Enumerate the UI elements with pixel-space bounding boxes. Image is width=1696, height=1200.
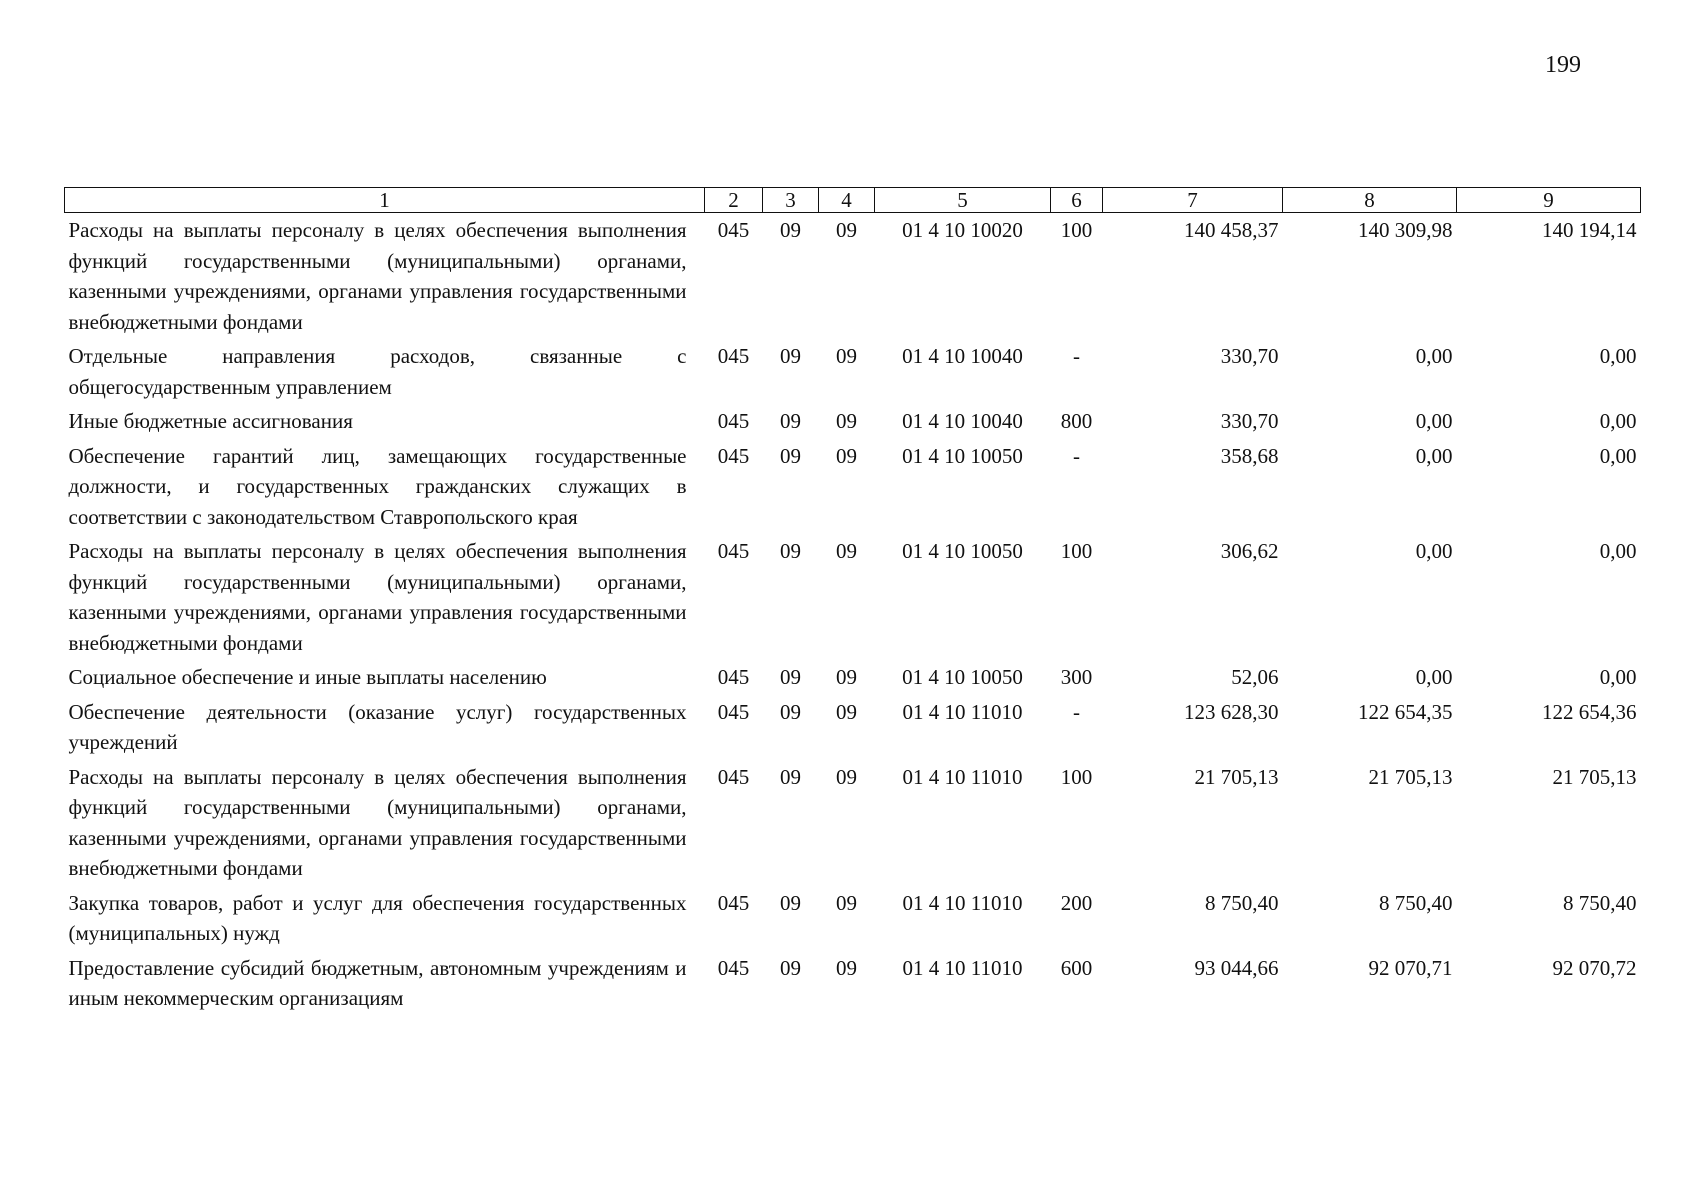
expense-name: Расходы на выплаты персоналу в целях обеспечения выполнения функций государственными (муниципальными) органами, казенными учреждениями, органами управления государственными внебюджетными фондами [68, 218, 687, 334]
expense-name: Социальное обеспечение и иные выплаты населению [68, 665, 547, 689]
amount-col7: 306,62 [1220, 539, 1279, 563]
amount-col9: 0,00 [1599, 443, 1637, 468]
amount-col9: 8 750,40 [1563, 890, 1637, 915]
target-article-code: 01 4 10 10050 [902, 539, 1023, 563]
ministry-code: 045 [717, 344, 750, 368]
header-cell-9: 9 [1457, 188, 1641, 213]
subsection-code: 09 [836, 409, 857, 433]
section-code: 09 [780, 443, 801, 468]
page-number: 199 [1545, 52, 1581, 78]
amount-col8: 140 309,98 [1358, 218, 1453, 242]
amount-col7: 358,68 [1220, 443, 1279, 468]
table-row [65, 760, 1641, 886]
ministry-code: 045 [717, 665, 750, 689]
ministry-code: 045 [717, 699, 750, 724]
table-row [65, 886, 1641, 951]
table-row [65, 951, 1641, 1016]
amount-col7: 8 750,40 [1205, 890, 1279, 915]
budget-table [64, 187, 1641, 1016]
amount-col8: 0,00 [1415, 539, 1453, 563]
target-article-code: 01 4 10 10050 [902, 443, 1023, 468]
amount-col9: 140 194,14 [1542, 218, 1637, 242]
subsection-code: 09 [836, 955, 857, 980]
amount-col7: 330,70 [1220, 344, 1279, 368]
expense-type-code: - [1073, 443, 1080, 468]
target-article-code: 01 4 10 10040 [902, 344, 1023, 368]
amount-col8: 21 705,13 [1368, 764, 1453, 789]
amount-col9: 92 070,72 [1552, 955, 1637, 980]
section-code: 09 [780, 218, 801, 242]
amount-col7: 21 705,13 [1194, 764, 1279, 789]
expense-name: Отдельные направления расходов, связанные с общегосударственным управлением [68, 344, 687, 399]
amount-col7: 123 628,30 [1184, 699, 1279, 724]
amount-col7: 52,06 [1231, 665, 1279, 689]
expense-name: Предоставление субсидий бюджетным, автономным учреждениям и иным некоммерческим организациям [68, 955, 687, 1010]
subsection-code: 09 [836, 890, 857, 915]
table-row [65, 534, 1641, 660]
section-code: 09 [780, 890, 801, 915]
amount-col9: 0,00 [1599, 409, 1637, 433]
expense-name: Обеспечение гарантий лиц, замещающих государственные должности, и государственных гражданских служащих в соответствии с законодательством Ставропольского края [68, 443, 687, 529]
amount-col8: 92 070,71 [1368, 955, 1453, 980]
header-row [65, 188, 1641, 213]
target-article-code: 01 4 10 10040 [902, 409, 1023, 433]
expense-name: Иные бюджетные ассигнования [68, 409, 353, 433]
expense-type-code: - [1073, 699, 1080, 724]
subsection-code: 09 [836, 218, 857, 242]
subsection-code: 09 [836, 344, 857, 368]
expense-type-code: 100 [1060, 218, 1093, 242]
expense-type-code: 800 [1060, 409, 1093, 433]
target-article-code: 01 4 10 10050 [902, 665, 1023, 689]
target-article-code: 01 4 10 11010 [902, 955, 1023, 980]
header-cell-1: 1 [65, 188, 705, 213]
table-row [65, 695, 1641, 760]
amount-col9: 0,00 [1599, 665, 1637, 689]
subsection-code: 09 [836, 699, 857, 724]
ministry-code: 045 [717, 890, 750, 915]
header-cell-7: 7 [1103, 188, 1283, 213]
ministry-code: 045 [717, 764, 750, 789]
expense-name: Расходы на выплаты персоналу в целях обеспечения выполнения функций государственными (муниципальными) органами, казенными учреждениями, органами управления государственными внебюджетными фондами [68, 764, 687, 880]
section-code: 09 [780, 764, 801, 789]
subsection-code: 09 [836, 443, 857, 468]
header-cell-3: 3 [763, 188, 819, 213]
expense-type-code: 200 [1060, 890, 1093, 915]
amount-col8: 0,00 [1415, 665, 1453, 689]
table-row [65, 339, 1641, 404]
amount-col8: 0,00 [1415, 409, 1453, 433]
section-code: 09 [780, 409, 801, 433]
table-row [65, 660, 1641, 695]
amount-col8: 122 654,35 [1358, 699, 1453, 724]
target-article-code: 01 4 10 11010 [902, 890, 1023, 915]
header-cell-6: 6 [1051, 188, 1103, 213]
expense-type-code: 600 [1060, 955, 1093, 980]
table-row [65, 404, 1641, 439]
amount-col8: 8 750,40 [1379, 890, 1453, 915]
header-cell-8: 8 [1283, 188, 1457, 213]
ministry-code: 045 [717, 539, 750, 563]
amount-col7: 330,70 [1220, 409, 1279, 433]
subsection-code: 09 [836, 764, 857, 789]
header-cell-5: 5 [875, 188, 1051, 213]
subsection-code: 09 [836, 539, 857, 563]
expense-name: Закупка товаров, работ и услуг для обеспечения государственных (муниципальных) нужд [68, 890, 687, 945]
ministry-code: 045 [717, 955, 750, 980]
header-cell-4: 4 [819, 188, 875, 213]
amount-col7: 140 458,37 [1184, 218, 1279, 242]
amount-col8: 0,00 [1415, 344, 1453, 368]
section-code: 09 [780, 699, 801, 724]
expense-type-code: 100 [1060, 539, 1093, 563]
table-row [65, 213, 1641, 340]
expense-type-code: - [1073, 344, 1080, 368]
expense-name: Расходы на выплаты персоналу в целях обеспечения выполнения функций государственными (муниципальными) органами, казенными учреждениями, органами управления государственными внебюджетными фондами [68, 539, 687, 655]
expense-type-code: 300 [1060, 665, 1093, 689]
section-code: 09 [780, 539, 801, 563]
amount-col9: 21 705,13 [1552, 764, 1637, 789]
subsection-code: 09 [836, 665, 857, 689]
amount-col7: 93 044,66 [1194, 955, 1279, 980]
header-cell-2: 2 [705, 188, 763, 213]
ministry-code: 045 [717, 218, 750, 242]
target-article-code: 01 4 10 11010 [902, 764, 1023, 789]
section-code: 09 [780, 955, 801, 980]
amount-col9: 0,00 [1599, 539, 1637, 563]
section-code: 09 [780, 665, 801, 689]
target-article-code: 01 4 10 11010 [902, 699, 1023, 724]
expense-type-code: 100 [1060, 764, 1093, 789]
amount-col9: 0,00 [1599, 344, 1637, 368]
table-row [65, 439, 1641, 535]
section-code: 09 [780, 344, 801, 368]
expense-name: Обеспечение деятельности (оказание услуг) государственных учреждений [68, 699, 687, 754]
target-article-code: 01 4 10 10020 [902, 218, 1023, 242]
amount-col8: 0,00 [1415, 443, 1453, 468]
amount-col9: 122 654,36 [1542, 699, 1637, 724]
ministry-code: 045 [717, 409, 750, 433]
ministry-code: 045 [717, 443, 750, 468]
